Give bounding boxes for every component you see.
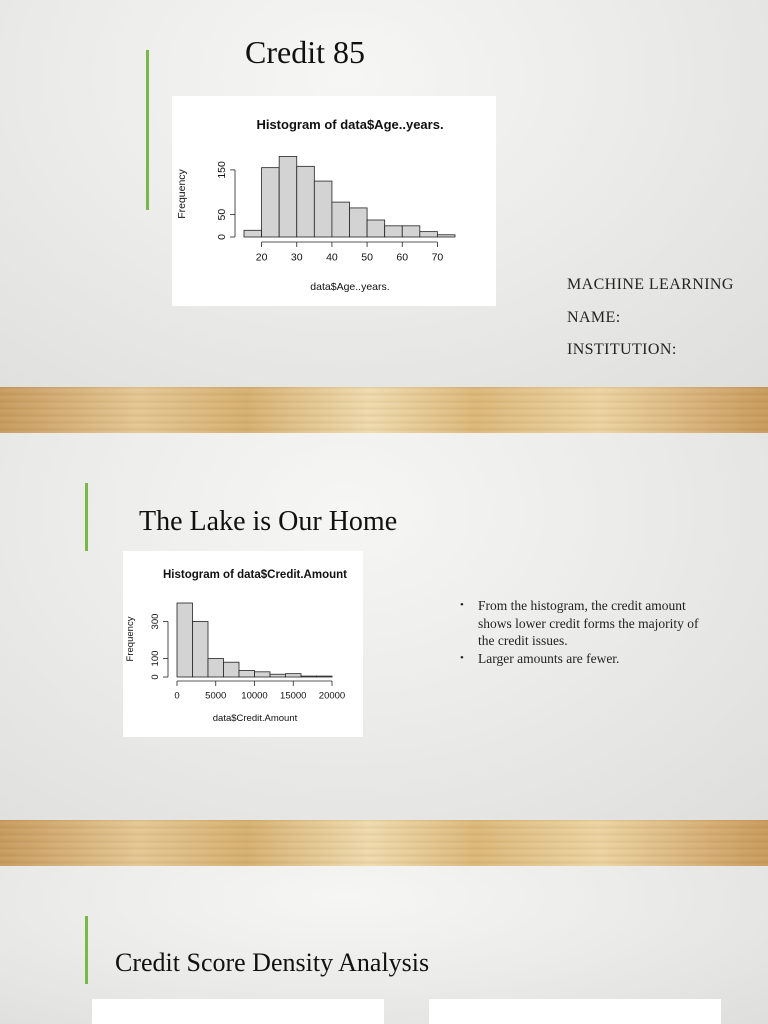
slide-3: [0, 866, 768, 1024]
credit-amount-histogram: [123, 551, 363, 737]
meta-course: MACHINE LEARNING: [567, 276, 734, 293]
histogram-bar: [239, 671, 255, 677]
meta-name: NAME:: [567, 309, 621, 326]
chart-title: Histogram of data$Age..years.: [256, 117, 444, 132]
x-tick-label: 30: [290, 251, 303, 264]
wood-divider: [0, 387, 768, 433]
y-tick-label: 0: [150, 674, 161, 680]
wood-divider: [0, 820, 768, 866]
x-tick-label: 70: [431, 251, 444, 264]
histogram-bar: [402, 226, 420, 237]
bullet-item: • From the histogram, the credit amount shows lower credit forms the majority of the credit issues.: [460, 597, 710, 650]
slide-title: Credit Score Density Analysis: [115, 948, 430, 977]
histogram-bar: [244, 230, 262, 237]
credit-amount-histogram-image: [123, 551, 363, 737]
y-axis-label: Frequency: [176, 169, 188, 219]
x-tick-label: 60: [396, 251, 409, 264]
x-tick-label: 40: [326, 251, 338, 264]
x-axis-label: data$Age..years.: [310, 281, 390, 293]
accent-bar: [146, 50, 149, 210]
chart-title: Histogram of data$Credit.Amount: [162, 569, 348, 581]
histogram-bar: [297, 166, 315, 237]
slide-title: Credit 85: [245, 34, 365, 70]
x-tick-label: 20000: [318, 690, 346, 702]
density-chart-left: [92, 999, 384, 1024]
meta-institution: INSTITUTION:: [567, 341, 677, 358]
histogram-bar: [314, 181, 332, 237]
histogram-bar: [255, 672, 271, 677]
y-tick-label: 150: [216, 161, 228, 179]
histogram-bar: [270, 674, 286, 677]
x-axis-label: data$Credit.Amount: [212, 713, 298, 724]
x-tick-label: 10000: [241, 690, 268, 702]
age-histogram-image: [172, 96, 496, 306]
histogram-bar: [301, 676, 317, 677]
histogram-bar: [224, 662, 240, 677]
histogram-bar: [279, 156, 297, 237]
histogram-bar: [286, 674, 302, 677]
accent-bar: [85, 916, 88, 984]
histogram-bar: [317, 676, 333, 677]
y-tick-label: 300: [150, 613, 161, 630]
histogram-bar: [262, 168, 280, 237]
histogram-bar: [350, 208, 368, 237]
x-tick-label: 50: [361, 251, 373, 264]
histogram-bar: [420, 232, 438, 237]
x-tick-label: 20: [255, 251, 268, 264]
age-histogram: [172, 96, 496, 306]
y-tick-label: 50: [216, 208, 228, 221]
y-tick-label: 100: [150, 650, 161, 667]
histogram-bar: [385, 226, 403, 237]
histogram-bar: [177, 603, 193, 677]
x-tick-label: 5000: [205, 690, 227, 702]
histogram-bar: [193, 622, 209, 678]
density-chart-right: [429, 999, 721, 1024]
y-tick-label: 0: [216, 234, 228, 240]
histogram-bar: [437, 235, 455, 237]
x-tick-label: 15000: [280, 690, 307, 702]
findings-list: [460, 597, 710, 667]
accent-bar: [85, 483, 88, 551]
slide-1: [0, 0, 768, 387]
histogram-bar: [208, 659, 224, 678]
bullet-item: • Larger amounts are fewer.: [460, 650, 710, 668]
histogram-bar: [332, 202, 350, 237]
x-tick-label: 0: [174, 690, 180, 702]
slide-title: The Lake is Our Home: [139, 506, 398, 537]
y-axis-label: Frequency: [125, 616, 136, 662]
histogram-bar: [367, 220, 385, 237]
